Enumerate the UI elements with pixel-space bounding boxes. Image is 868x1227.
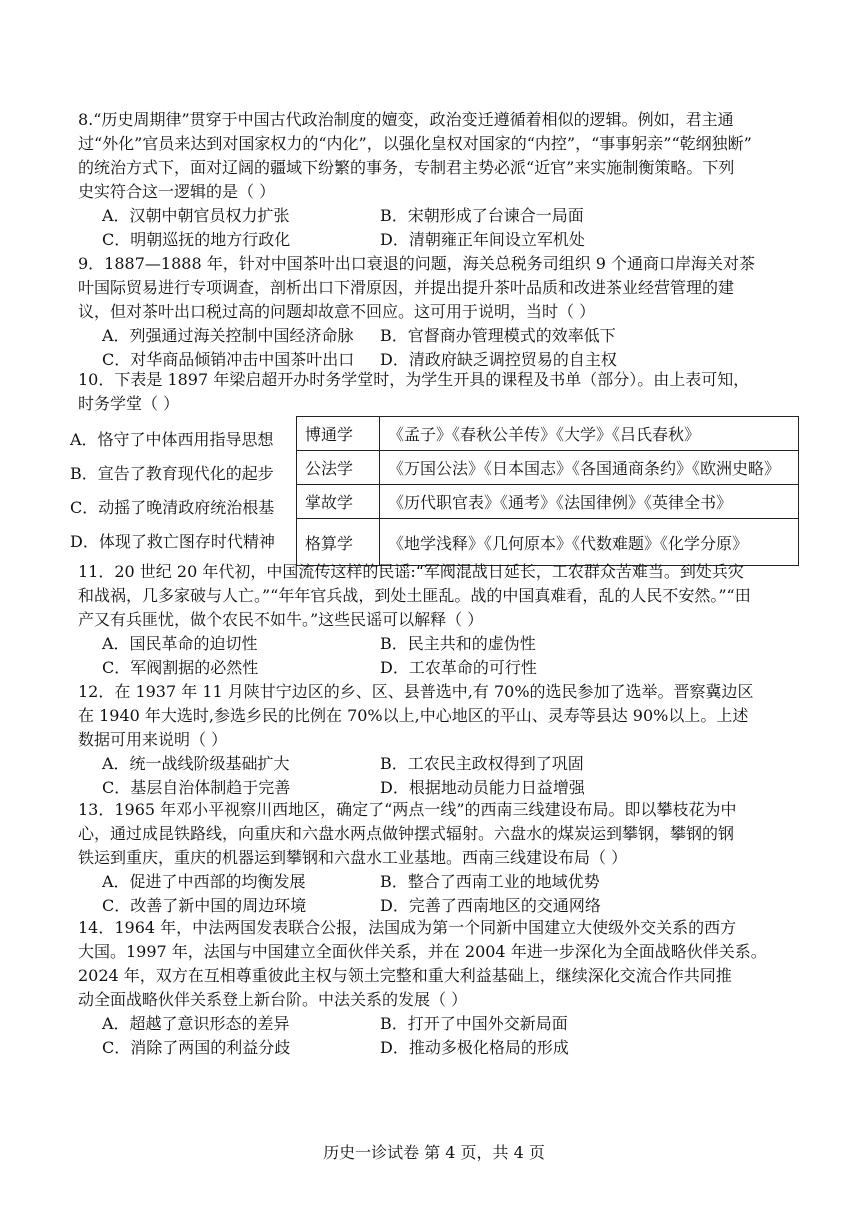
question-9-option-d[interactable]: D．清政府缺乏调控贸易的自主权 xyxy=(380,350,617,369)
question-11-options-row xyxy=(78,632,798,656)
question-10-option-a[interactable]: A．恪守了中体西用指导思想 xyxy=(70,430,274,449)
question-12-line: 在 1940 年大选时,参选乡民的比例在 70%以上,中心地区的平山、灵寿等县达 90%以上。上述 xyxy=(78,706,749,725)
question-11-line: 和战祸，几多家破与人亡。”“年年官兵战，到处土匪乱。战的中国真难看，乱的人民不安然。”“田 xyxy=(78,586,751,605)
question-11-option-b[interactable]: B．民主共和的虚伪性 xyxy=(380,634,536,653)
question-14-options-row xyxy=(78,1012,798,1036)
question-10-options xyxy=(70,428,300,564)
question-8-options-row xyxy=(78,204,798,228)
table-cell-subject: 格算学 xyxy=(297,519,380,566)
question-12-line: 12．在 1937 年 11 月陕甘宁边区的乡、区、县普选中,有 70%的选民参加了选举。晋察冀边区 xyxy=(78,682,754,701)
question-13-option-a[interactable]: A．促进了中西部的均衡发展 xyxy=(102,872,306,891)
question-10-option-c[interactable]: C．动摇了晚清政府统治根基 xyxy=(70,498,275,517)
question-13-option-b[interactable]: B．整合了西南工业的地域优势 xyxy=(380,872,600,891)
question-14-line: 2024 年，双方在互相尊重彼此主权与领土完整和重大利益基础上，继续深化交流合作共同推 xyxy=(78,966,732,985)
question-11-option-d[interactable]: D．工农革命的可行性 xyxy=(380,658,537,677)
question-11 xyxy=(78,560,798,680)
question-14-option-c[interactable]: C．消除了两国的利益分歧 xyxy=(102,1038,291,1057)
question-14-option-b[interactable]: B．打开了中国外交新局面 xyxy=(380,1014,568,1033)
question-8-line: 8.“历史周期律”贯穿于中国古代政治制度的嬗变，政治变迁遵循着相似的逻辑。例如，君主通 xyxy=(78,110,734,129)
table-row xyxy=(297,451,799,485)
question-9-option-c[interactable]: C．对华商品倾销冲击中国茶叶出口 xyxy=(102,350,355,369)
question-9-options-row xyxy=(78,324,798,348)
question-9-line: 9．1887—1888 年，针对中国茶叶出口衰退的问题，海关总税务司组织 9 个通商口岸海关对茶 xyxy=(78,254,756,273)
question-8-line: 过“外化”官员来达到对国家权力的“内化”，以强化皇权对国家的“内控”，“事事躬亲”“乾纲独断” xyxy=(78,134,752,153)
question-14-option-d[interactable]: D．推动多极化格局的形成 xyxy=(380,1038,569,1057)
question-12-option-a[interactable]: A．统一战线阶级基础扩大 xyxy=(102,754,290,773)
question-12-option-d[interactable]: D．根据地动员能力日益增强 xyxy=(380,778,585,797)
question-12-line: 数据可用来说明（ ） xyxy=(78,730,228,749)
question-13-line: 心，通过成昆铁路线，向重庆和六盘水两点做钟摆式辐射。六盘水的煤炭运到攀钢，攀钢的钢 xyxy=(78,824,735,843)
question-8-option-b[interactable]: B．宋朝形成了台谏合一局面 xyxy=(380,206,584,225)
table-cell-books: 《孟子》《春秋公羊传》《大学》《吕氏春秋》 xyxy=(380,417,799,451)
question-14 xyxy=(78,916,798,1060)
question-12-options-row xyxy=(78,752,798,776)
question-8-option-c[interactable]: C．明朝巡抚的地方行政化 xyxy=(102,230,291,249)
question-10-line: 10．下表是 1897 年梁启超开办时务学堂时，为学生开具的课程及书单（部分）。由上表可知， xyxy=(78,370,750,389)
table-row xyxy=(297,485,799,519)
question-8-line: 史实符合这一逻辑的是（ ） xyxy=(78,182,276,201)
question-10 xyxy=(78,368,798,416)
question-9-option-a[interactable]: A．列强通过海关控制中国经济命脉 xyxy=(102,326,354,345)
question-12-option-c[interactable]: C．基层自治体制趋于完善 xyxy=(102,778,291,797)
question-14-line: 大国。1997 年，法国与中国建立全面伙伴关系，并在 2004 年进一步深化为全面战略伙伴关系。 xyxy=(78,942,767,961)
question-14-line: 14．1964 年，中法两国发表联合公报，法国成为第一个同新中国建立大使级外交关系的西方 xyxy=(78,918,737,937)
question-9-option-b[interactable]: B．官督商办管理模式的效率低下 xyxy=(380,326,616,345)
question-8-options-row xyxy=(78,228,798,252)
question-14-option-a[interactable]: A．超越了意识形态的差异 xyxy=(102,1014,290,1033)
question-13-line: 13．1965 年邓小平视察川西地区，确定了“两点一线”的西南三线建设布局。即以攀枝花为中 xyxy=(78,800,737,819)
page-footer: 历史一诊试卷 第 4 页，共 4 页 xyxy=(323,1143,545,1162)
question-12 xyxy=(78,680,798,800)
question-9-line: 议，但对茶叶出口税过高的问题却故意不回应。这可用于说明，当时（ ） xyxy=(78,302,596,321)
question-8-option-a[interactable]: A．汉朝中朝官员权力扩张 xyxy=(102,206,290,225)
question-13-options-row xyxy=(78,870,798,894)
question-13-options-row xyxy=(78,894,798,918)
table-row xyxy=(297,519,799,566)
course-book-table xyxy=(296,416,799,566)
question-12-options-row xyxy=(78,776,798,800)
table-cell-subject: 博通学 xyxy=(297,417,380,451)
question-14-options-row xyxy=(78,1036,798,1060)
question-11-line: 产又有兵匪忧，做个农民不如牛。”这些民谣可以解释（ ） xyxy=(78,610,484,629)
question-10-option-d[interactable]: D．体现了救亡图存时代精神 xyxy=(70,532,275,551)
question-10-option-b[interactable]: B．宣告了教育现代化的起步 xyxy=(70,464,274,483)
question-13-line: 铁运到重庆，重庆的机器运到攀钢和六盘水工业基地。西南三线建设布局（ ） xyxy=(78,848,628,867)
question-11-line: 11．20 世纪 20 年代初，中国流传这样的民谣:“军阀混战日延长，工农群众苦难当。到处兵灾 xyxy=(78,562,744,581)
question-8 xyxy=(78,108,798,252)
table-cell-books: 《万国公法》《日本国志》《各国通商条约》《欧洲史略》 xyxy=(380,451,799,485)
question-9-line: 叶国际贸易进行专项调查，剖析出口下滑原因，并提出提升茶叶品质和改进茶业经营管理的建 xyxy=(78,278,735,297)
question-9 xyxy=(78,252,798,372)
question-10-line: 时务学堂（ ） xyxy=(78,394,180,413)
table-cell-subject: 公法学 xyxy=(297,451,380,485)
question-8-option-d[interactable]: D．清朝雍正年间设立军机处 xyxy=(380,230,585,249)
table-row xyxy=(297,417,799,451)
question-11-option-c[interactable]: C．军阀割据的必然性 xyxy=(102,658,259,677)
table-cell-books: 《历代职官表》《通考》《法国律例》《英律全书》 xyxy=(380,485,799,519)
question-13 xyxy=(78,798,798,918)
question-14-line: 动全面战略伙伴关系登上新台阶。中法关系的发展（ ） xyxy=(78,990,468,1009)
question-11-option-a[interactable]: A．国民革命的迫切性 xyxy=(102,634,258,653)
question-8-line: 的统治方式下，面对辽阔的疆域下纷繁的事务，专制君主势必派“近官”来实施制衡策略。下列 xyxy=(78,158,735,177)
question-13-option-c[interactable]: C．改善了新中国的周边环境 xyxy=(102,896,307,915)
table-cell-books: 《地学浅释》《几何原本》《代数难题》《化学分原》 xyxy=(380,519,799,566)
table-cell-subject: 掌故学 xyxy=(297,485,380,519)
question-11-options-row xyxy=(78,656,798,680)
question-13-option-d[interactable]: D．完善了西南地区的交通网络 xyxy=(380,896,601,915)
question-12-option-b[interactable]: B．工农民主政权得到了巩固 xyxy=(380,754,584,773)
